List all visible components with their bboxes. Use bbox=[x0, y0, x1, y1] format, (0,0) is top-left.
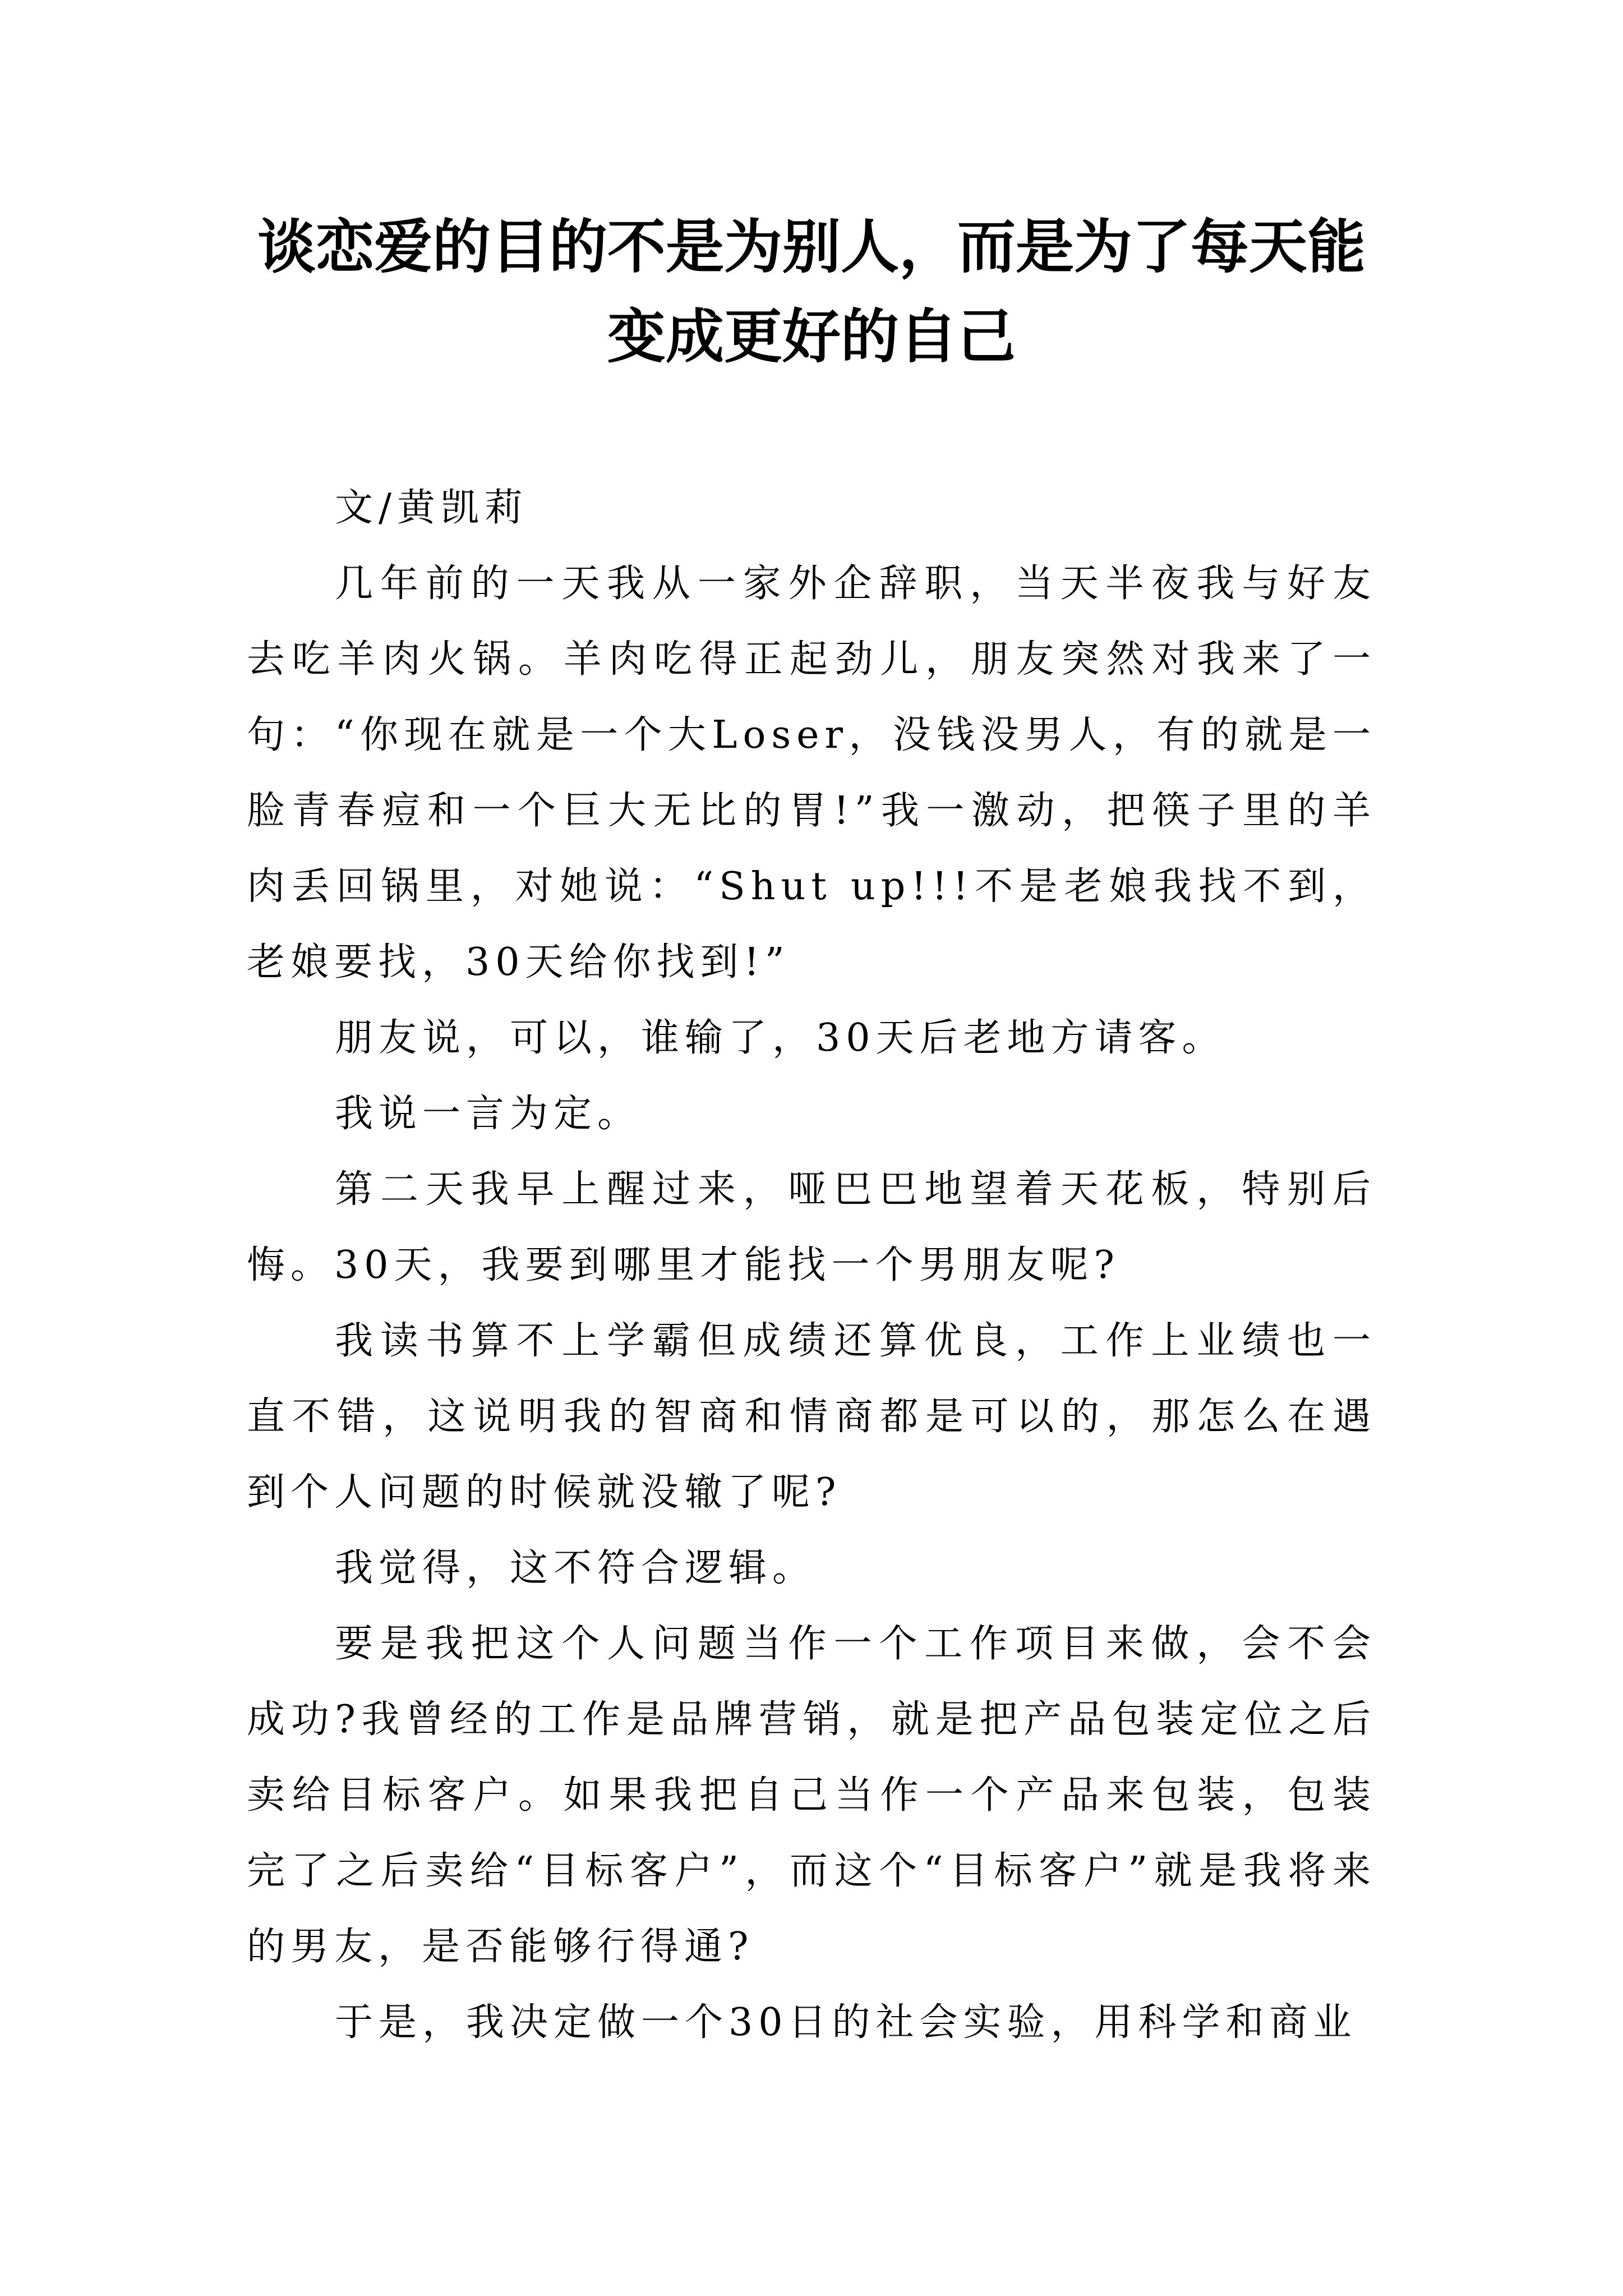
document-title bbox=[247, 202, 1376, 381]
paragraph-1: 几年前的一天我从一家外企辞职，当天半夜我与好友去吃羊肉火锅。羊肉吃得正起劲儿，朋友突然对我来了一句：“你现在就是一个大Loser，没钱没男人，有的就是一脸青春痘和一个巨大无比的胃!”我一激动，把筷子里的羊肉丢回锅里，对她说：“Shut up!!!不是老娘我找不到，老娘要找，30天给你找到!” bbox=[247, 562, 1376, 984]
paragraph-4: 第二天我早上醒过来，哑巴巴地望着天花板，特别后悔。30天，我要到哪里才能找一个男朋友呢? bbox=[247, 1167, 1376, 1287]
paragraph-2: 朋友说，可以，谁输了，30天后老地方请客。 bbox=[335, 1016, 1226, 1060]
document-body bbox=[247, 470, 1376, 2060]
paragraph-7: 要是我把这个人问题当作一个工作项目来做，会不会成功?我曾经的工作是品牌营销，就是把产品包装定位之后卖给目标客户。如果我把自己当作一个产品来包装，包装完了之后卖给“目标客户”，而这个“目标客户”就是我将来的男友，是否能够行得通? bbox=[247, 1622, 1376, 1969]
paragraph-8: 于是，我决定做一个30日的社会实验，用科学和商业 bbox=[335, 2000, 1357, 2045]
author-line: 文/黄凯莉 bbox=[335, 486, 528, 530]
paragraph-5: 我读书算不上学霸但成绩还算优良，工作上业绩也一直不错，这说明我的智商和情商都是可以的，那怎么在遇到个人问题的时候就没辙了呢? bbox=[247, 1319, 1376, 1515]
paragraph-6: 我觉得，这不符合逻辑。 bbox=[335, 1546, 817, 1590]
title-line-1: 谈恋爱的目的不是为别人，而是为了每天能 bbox=[257, 212, 1366, 281]
title-line-2: 变成更好的自己 bbox=[607, 302, 1016, 371]
paragraph-3: 我说一言为定。 bbox=[335, 1092, 642, 1136]
